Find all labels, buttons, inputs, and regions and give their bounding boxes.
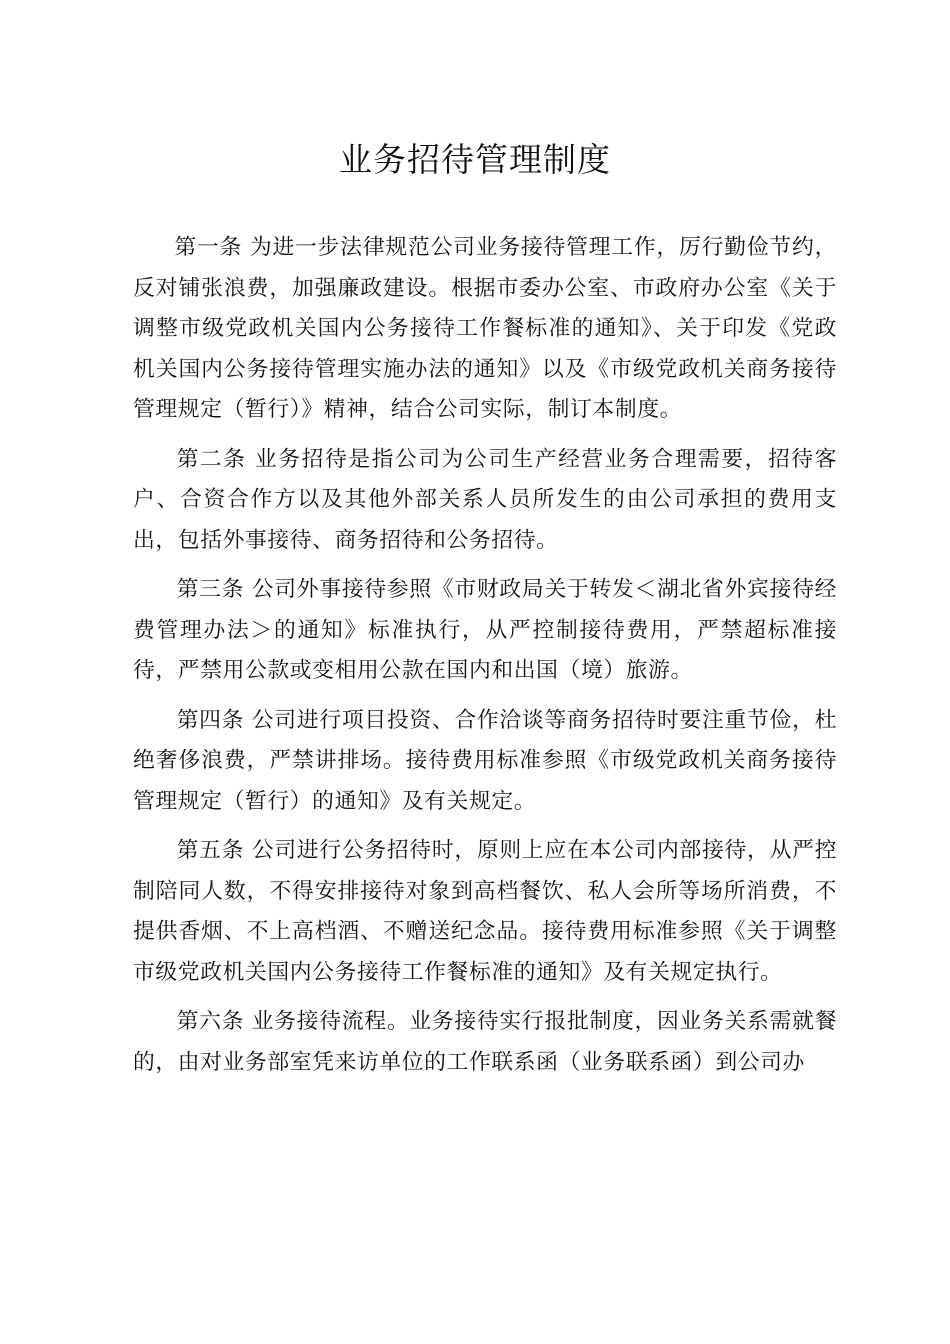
article-5-paragraph: 第五条 公司进行公务招待时，原则上应在本公司内部接待，从严控制陪同人数，不得安排接待对象到高档餐饮、私人会所等场所消费，不提供香烟、不上高档酒、不赠送纪念品。接待费用标准参照《关于调整市级党政机关国内公务接待工作餐标准的通知》及有关规定执行。: [133, 838, 837, 985]
article-2-paragraph: 第二条 业务招待是指公司为公司生产经营业务合理需要，招待客户、合资合作方以及其他外部关系人员所发生的由公司承担的费用支出，包括外事接待、商务招待和公务招待。: [133, 446, 837, 553]
document-body: [133, 228, 837, 1092]
article-6-paragraph: 第六条 业务接待流程。业务接待实行报批制度，因业务关系需就餐的，由对业务部室凭来访单位的工作联系函（业务联系函）到公司办: [133, 1009, 837, 1075]
article-3-paragraph: 第三条 公司外事接待参照《市财政局关于转发＜湖北省外宾接待经费管理办法＞的通知》标准执行，从严控制接待费用，严禁超标准接待，严禁用公款或变相用公款在国内和出国（境）旅游。: [133, 577, 837, 683]
document-title: 业务招待管理制度: [339, 140, 611, 179]
article-4-paragraph: 第四条 公司进行项目投资、合作洽谈等商务招待时要注重节俭，杜绝奢侈浪费，严禁讲排场。接待费用标准参照《市级党政机关商务接待管理规定（暂行）的通知》及有关规定。: [133, 707, 837, 814]
article-1-paragraph: 第一条 为进一步法律规范公司业务接待管理工作，厉行勤俭节约，反对铺张浪费，加强廉政建设。根据市委办公室、市政府办公室《关于调整市级党政机关国内公务接待工作餐标准的通知》、关于印发《党政机关国内公务接待管理实施办法的通知》以及《市级党政机关商务接待管理规定（暂行）》精神，结合公司实际，制订本制度。: [133, 235, 837, 422]
